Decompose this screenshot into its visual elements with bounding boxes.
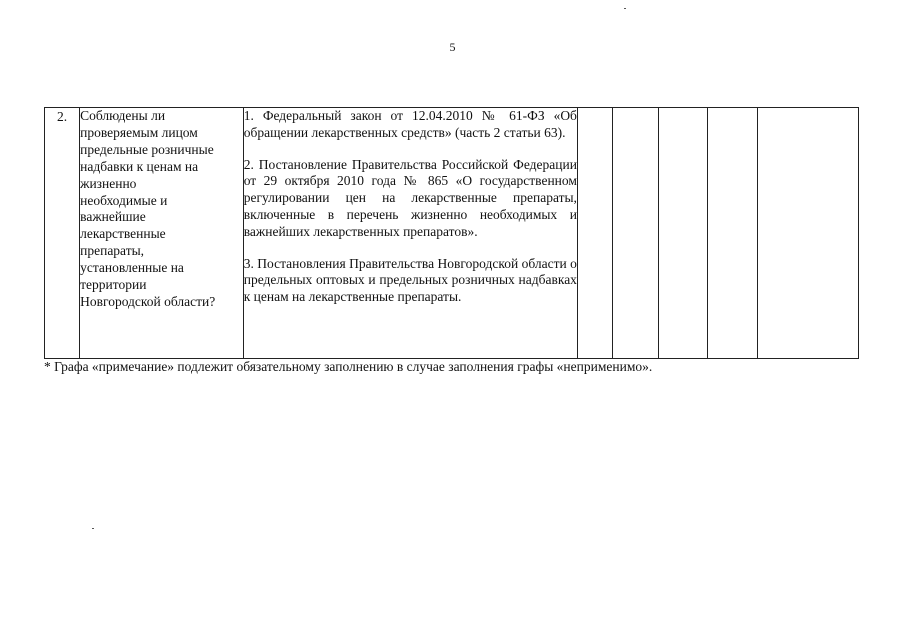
checklist-table	[44, 107, 859, 359]
answer-cell-1	[577, 108, 612, 359]
question-line: Соблюдены ли	[80, 108, 166, 123]
table-row	[45, 108, 859, 359]
question-line: установленные на	[80, 260, 184, 276]
question-line: препараты,	[80, 243, 145, 259]
page-number: 5	[449, 40, 456, 54]
legal-reference-1: 1. Федеральный закон от 12.04.2010 № 61-ФЗ «Об обращении лекарственных средств» (часть 2 статьи 63).	[243, 108, 577, 140]
scan-speck	[624, 8, 626, 9]
question-line: надбавки к ценам на	[80, 158, 199, 174]
note-cell	[757, 108, 858, 359]
legal-references-cell	[243, 108, 577, 359]
question-line: лекарственные	[80, 226, 166, 242]
question-line: жизненно	[80, 175, 137, 191]
question-line: важнейшие	[80, 209, 146, 225]
question-line: территории	[80, 277, 147, 293]
question-line: Новгородской области?	[80, 293, 216, 309]
footnote: * Графа «примечание» подлежит обязательному заполнению в случае заполнения графы «неприменимо».	[44, 359, 653, 374]
row-number-cell	[45, 108, 80, 359]
answer-cell-4	[708, 108, 757, 359]
scan-speck	[92, 528, 94, 529]
answer-cell-2	[613, 108, 659, 359]
answer-cell-3	[659, 108, 708, 359]
legal-reference-2: 2. Постановление Правительства Российской Федерации от 29 октября 2010 года № 865 «О государственном регулировании цен на лекарственные препараты, включенные в перечень жизненно необходимых и важнейших лекарственных препаратов».	[243, 156, 577, 239]
legal-reference-3: 3. Постановления Правительства Новгородской области о предельных оптовых и предельных розничных надбавках к ценам на лекарственные препараты.	[243, 255, 577, 305]
question-line: необходимые и	[80, 192, 168, 208]
question-line: предельные розничные	[80, 141, 214, 157]
row-number: 2.	[57, 109, 68, 124]
question-line: проверяемым лицом	[80, 124, 198, 140]
question-cell	[80, 108, 244, 359]
